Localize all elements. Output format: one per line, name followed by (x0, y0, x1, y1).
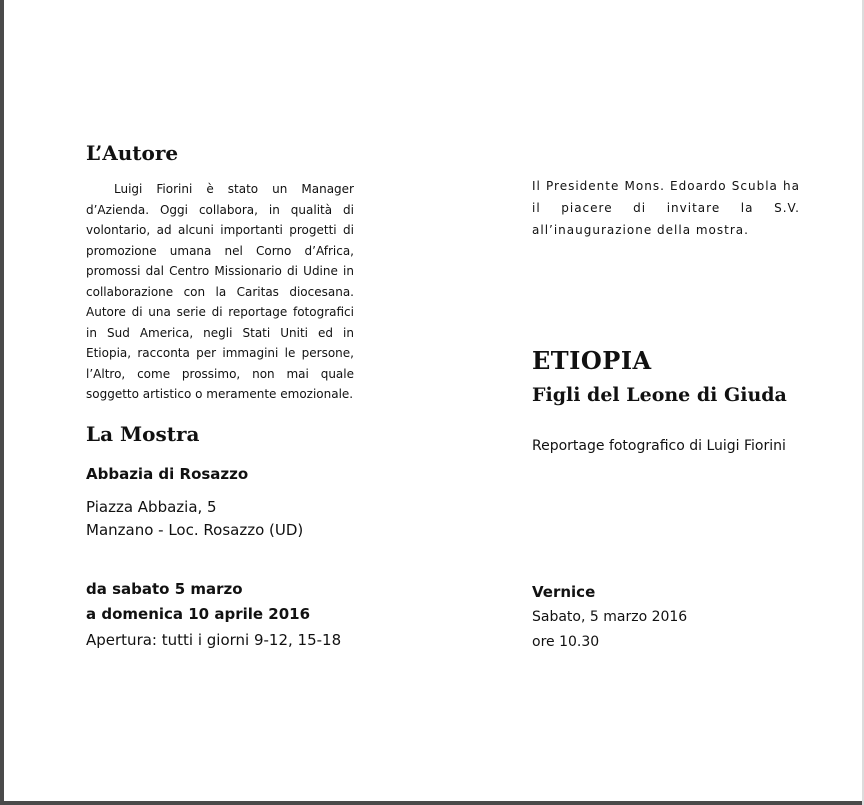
venue-name: Abbazia di Rosazzo (86, 465, 249, 483)
invitation-text: Il Presidente Mons. Edoardo Scubla ha il piacere di invitare la S.V. all’inaugurazione della mostra. (532, 179, 800, 237)
author-heading: L’Autore (86, 141, 179, 165)
date-to: a domenica 10 aprile 2016 (86, 605, 311, 623)
opening-hours: Apertura: tutti i giorni 9-12, 15-18 (86, 631, 342, 649)
vernice-time: ore 10.30 (532, 634, 600, 650)
vernice-date: Sabato, 5 marzo 2016 (532, 609, 688, 625)
date-from: da sabato 5 marzo (86, 580, 243, 598)
vernice-label: Vernice (532, 583, 596, 601)
author-bio: Luigi Fiorini è stato un Manager d’Azienda. Oggi collabora, in qualità di volontario, ad alcuni importanti progetti di promozione umana nel Corno d’Africa, promossi dal Centro Missionario di Udine in collaborazione con la Caritas diocesana. Autore di una serie di reportage fotografici in Sud America, negli Stati Uniti ed in Etiopia, racconta per immagini le persone, l’Altro, come prossimo, non mai quale soggetto artistico o meramente emozionale. (86, 182, 354, 401)
title-main: ETIOPIA (532, 346, 652, 375)
page-border-left (0, 0, 4, 805)
page-border-bottom (0, 801, 864, 805)
photo-credit: Reportage fotografico di Luigi Fiorini (532, 438, 786, 454)
address-line-1: Piazza Abbazia, 5 (86, 498, 217, 516)
address-line-2: Manzano - Loc. Rosazzo (UD) (86, 521, 304, 539)
exhibition-heading: La Mostra (86, 422, 200, 446)
title-subtitle: Figli del Leone di Giuda (532, 384, 787, 406)
